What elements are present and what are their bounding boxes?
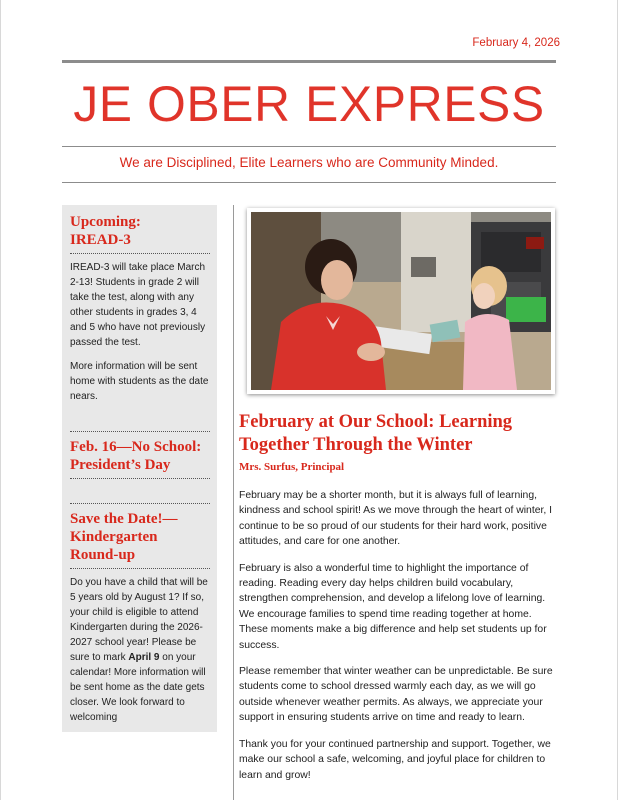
masthead-top-rule xyxy=(62,60,556,63)
school-tagline: We are Disciplined, Elite Learners who are Community Minded. xyxy=(119,155,499,170)
kindergarten-heading-line3: Round-up xyxy=(70,547,136,563)
iread-heading-line1: Upcoming: xyxy=(70,214,141,230)
article-byline: Mrs. Surfus, Principal xyxy=(239,461,345,473)
no-school-heading xyxy=(70,438,210,474)
article-paragraph: February may be a shorter month, but it is always full of learning, kindness and school spirit! As we move through the heart of winter, I continue to be so proud of our students for their hard work, positive attitudes, and care for one another. xyxy=(239,490,553,548)
sidebar-section-iread xyxy=(70,213,210,413)
photo-teacher-reading-with-student xyxy=(251,212,551,390)
article-paragraph: February is also a wonderful time to highlight the importance of reading. Reading every day helps children build vocabulary, strengthen comprehension, and develop a lifelong love of learning. We encourage families to spend time reading together at home. These moments make a big difference and help set students up for success. xyxy=(239,562,547,651)
article-title-line1: February at Our School: Learning xyxy=(239,412,513,432)
sidebar-section-no-school xyxy=(70,427,210,485)
iread-more-info: More information will be sent home with students as the date nears. xyxy=(70,361,209,402)
column-divider xyxy=(233,205,234,800)
classroom-photo xyxy=(247,208,555,394)
kindergarten-text xyxy=(70,575,210,725)
sidebar-section-kindergarten xyxy=(70,499,210,734)
newsletter-title: JE OBER EXPRESS xyxy=(73,76,545,132)
no-school-heading-line2: President’s Day xyxy=(70,457,171,473)
dotted-divider xyxy=(70,478,210,479)
kindergarten-date-highlight: April 9 xyxy=(128,652,160,663)
dotted-divider xyxy=(70,568,210,569)
sidebar xyxy=(62,205,217,732)
page-edge-left xyxy=(0,0,1,800)
iread-heading-line2: IREAD-3 xyxy=(70,232,131,248)
iread-text: IREAD-3 will take place March 2-13! Students in grade 2 will take the test, along with any other students in grades 3, 4 and 5 who have not previously passed the test. xyxy=(70,262,206,348)
no-school-heading-line1: Feb. 16—No School: xyxy=(70,439,202,455)
article-title-line2: Together Through the Winter xyxy=(239,435,473,455)
tagline-bottom-rule xyxy=(62,182,556,183)
kindergarten-heading-line1: Save the Date!— xyxy=(70,511,178,527)
iread-heading xyxy=(70,213,210,249)
article-body xyxy=(239,488,561,794)
dotted-divider xyxy=(70,253,210,254)
kindergarten-text-part2: on your calendar! More information will be sent home as the date gets closer. We look forward to welcoming xyxy=(70,652,206,723)
article-paragraph: Please remember that winter weather can be unpredictable. Be sure students come to school dressed warmly each day, as we will go outside whenever weather permits. As always, we appreciate your support in ensuring students arrive on time and ready to learn. xyxy=(239,666,553,724)
kindergarten-heading xyxy=(70,510,210,564)
issue-date: February 4, 2026 xyxy=(472,37,560,49)
kindergarten-heading-line2: Kindergarten xyxy=(70,529,158,545)
article-title xyxy=(239,411,559,457)
dotted-divider xyxy=(70,431,210,432)
tagline-top-rule xyxy=(62,146,556,147)
kindergarten-text-part1: Do you have a child that will be 5 years old by August 1? If so, your child is eligible to attend Kindergarten during the 2026-2027 school year! Please be sure to mark xyxy=(70,577,208,663)
dotted-divider xyxy=(70,503,210,504)
article-paragraph: Thank you for your continued partnership and support. Together, we make our school a safe, welcoming, and joyful place for children to learn and grow! xyxy=(239,738,551,781)
